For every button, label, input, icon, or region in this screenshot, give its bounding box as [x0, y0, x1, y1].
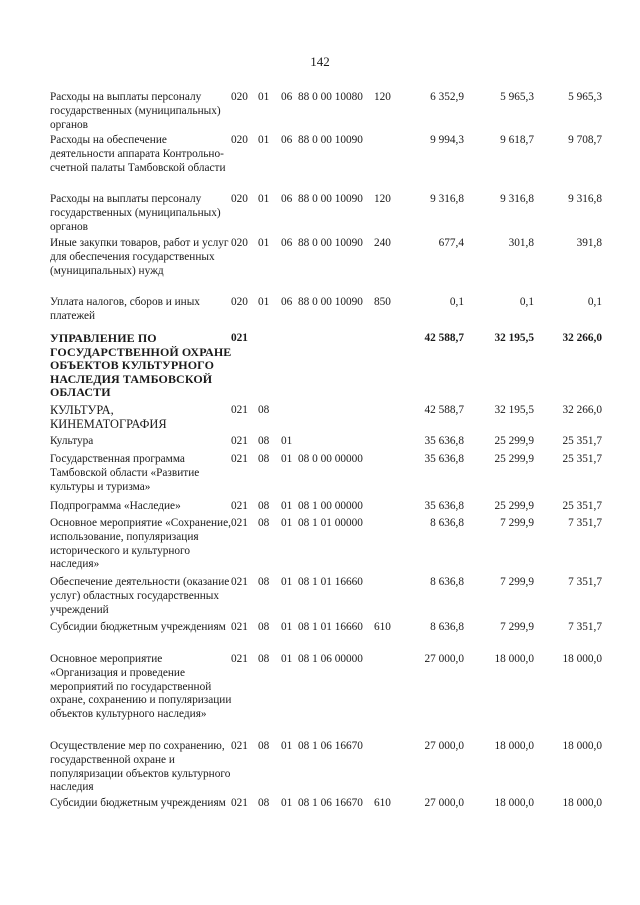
row-vr: 850 — [374, 296, 391, 308]
row-vr: 610 — [374, 797, 391, 809]
row-value-3: 391,8 — [576, 237, 602, 249]
row-section: 08 — [258, 500, 270, 512]
row-subsection: 06 — [281, 193, 293, 205]
row-section: 01 — [258, 237, 270, 249]
row-subsection: 01 — [281, 740, 293, 752]
row-name: УПРАВЛЕНИЕ ПО ГОСУДАРСТВЕННОЙ ОХРАНЕ ОБЪЕКТОВ КУЛЬТУРНОГО НАСЛЕДИЯ ТАМБОВСКОЙ ОБЛАСТИ — [50, 331, 232, 400]
row-value-1: 35 636,8 — [424, 453, 464, 465]
row-value-2: 25 299,9 — [494, 500, 534, 512]
row-name: Субсидии бюджетным учреждениям — [50, 621, 226, 633]
row-value-1: 9 316,8 — [430, 193, 464, 205]
row-subsection: 06 — [281, 237, 293, 249]
row-section: 08 — [258, 517, 270, 529]
row-csr: 08 1 06 16670 — [298, 797, 363, 809]
row-ved: 021 — [231, 576, 248, 588]
row-value-2: 7 299,9 — [500, 621, 534, 633]
row-ved: 020 — [231, 91, 248, 103]
row-value-3: 7 351,7 — [568, 576, 602, 588]
row-value-2: 301,8 — [508, 237, 534, 249]
row-ved: 021 — [231, 621, 248, 633]
row-section: 08 — [258, 404, 270, 416]
row-ved: 021 — [231, 500, 248, 512]
row-vr: 610 — [374, 621, 391, 633]
row-value-3: 0,1 — [587, 296, 602, 308]
row-value-3: 32 266,0 — [562, 332, 602, 344]
row-name: Расходы на выплаты персоналу государственных (муниципальных) органов — [50, 91, 221, 131]
row-section: 08 — [258, 740, 270, 752]
row-ved: 021 — [231, 332, 248, 344]
row-value-3: 25 351,7 — [562, 435, 602, 447]
row-value-3: 32 266,0 — [562, 404, 602, 416]
row-csr: 08 1 01 16660 — [298, 621, 363, 633]
row-value-2: 25 299,9 — [494, 453, 534, 465]
row-value-3: 9 708,7 — [568, 134, 602, 146]
row-name: Расходы на выплаты персоналу государственных (муниципальных) органов — [50, 193, 221, 233]
row-ved: 021 — [231, 435, 248, 447]
row-name: Субсидии бюджетным учреждениям — [50, 797, 226, 809]
row-subsection: 01 — [281, 435, 293, 447]
row-name: Основное мероприятие «Сохранение, использование, популяризация исторического и культурного наследия» — [50, 517, 231, 571]
row-value-1: 27 000,0 — [424, 740, 464, 752]
row-value-1: 35 636,8 — [424, 435, 464, 447]
row-ved: 021 — [231, 653, 248, 665]
row-section: 08 — [258, 576, 270, 588]
row-value-2: 7 299,9 — [500, 517, 534, 529]
row-value-2: 32 195,5 — [494, 404, 534, 416]
row-subsection: 06 — [281, 296, 293, 308]
row-ved: 020 — [231, 134, 248, 146]
row-csr: 08 1 01 00000 — [298, 517, 363, 529]
row-value-2: 32 195,5 — [494, 332, 534, 344]
row-value-2: 9 316,8 — [500, 193, 534, 205]
row-csr: 08 1 01 16660 — [298, 576, 363, 588]
row-csr: 08 1 06 00000 — [298, 653, 363, 665]
row-value-1: 8 636,8 — [430, 576, 464, 588]
row-subsection: 01 — [281, 517, 293, 529]
row-value-3: 18 000,0 — [562, 653, 602, 665]
row-csr: 88 0 00 10090 — [298, 193, 363, 205]
row-value-3: 25 351,7 — [562, 500, 602, 512]
row-ved: 021 — [231, 797, 248, 809]
row-vr: 240 — [374, 237, 391, 249]
row-ved: 021 — [231, 740, 248, 752]
row-name: Государственная программа Тамбовской области «Развитие культуры и туризма» — [50, 453, 200, 493]
row-value-1: 0,1 — [449, 296, 464, 308]
row-value-2: 18 000,0 — [494, 653, 534, 665]
row-value-1: 8 636,8 — [430, 517, 464, 529]
row-csr: 88 0 00 10090 — [298, 296, 363, 308]
row-subsection: 01 — [281, 797, 293, 809]
row-csr: 88 0 00 10080 — [298, 91, 363, 103]
row-section: 08 — [258, 453, 270, 465]
row-name: Подпрограмма «Наследие» — [50, 500, 181, 512]
row-name: Осуществление мер по сохранению, государственной охране и популяризации объектов культурного наследия — [50, 740, 231, 794]
row-name: Обеспечение деятельности (оказание услуг) областных государственных учреждений — [50, 576, 230, 616]
row-value-3: 5 965,3 — [568, 91, 602, 103]
row-name: Расходы на обеспечение деятельности аппарата Контрольно-счетной палаты Тамбовской области — [50, 134, 226, 174]
row-csr: 08 1 00 00000 — [298, 500, 363, 512]
row-vr: 120 — [374, 91, 391, 103]
row-value-3: 18 000,0 — [562, 740, 602, 752]
row-section: 01 — [258, 193, 270, 205]
row-subsection: 01 — [281, 500, 293, 512]
row-subsection: 01 — [281, 621, 293, 633]
row-subsection: 01 — [281, 576, 293, 588]
row-value-1: 42 588,7 — [424, 404, 464, 416]
row-csr: 08 1 06 16670 — [298, 740, 363, 752]
row-section: 01 — [258, 91, 270, 103]
row-subsection: 06 — [281, 91, 293, 103]
row-value-1: 27 000,0 — [424, 797, 464, 809]
row-ved: 020 — [231, 237, 248, 249]
row-name: Иные закупки товаров, работ и услуг для обеспечения государственных (муниципальных) нужд — [50, 237, 229, 277]
row-value-1: 9 994,3 — [430, 134, 464, 146]
row-value-2: 18 000,0 — [494, 797, 534, 809]
row-ved: 020 — [231, 193, 248, 205]
row-section: 08 — [258, 653, 270, 665]
row-value-2: 9 618,7 — [500, 134, 534, 146]
row-value-1: 8 636,8 — [430, 621, 464, 633]
row-value-1: 35 636,8 — [424, 500, 464, 512]
row-section: 01 — [258, 134, 270, 146]
row-value-2: 0,1 — [519, 296, 534, 308]
row-section: 01 — [258, 296, 270, 308]
row-section: 08 — [258, 797, 270, 809]
row-name: Культура — [50, 435, 94, 447]
row-value-2: 25 299,9 — [494, 435, 534, 447]
row-value-2: 18 000,0 — [494, 740, 534, 752]
row-ved: 021 — [231, 517, 248, 529]
row-value-1: 27 000,0 — [424, 653, 464, 665]
row-name: КУЛЬТУРА, КИНЕМАТОГРАФИЯ — [50, 403, 167, 431]
row-ved: 021 — [231, 404, 248, 416]
row-value-3: 9 316,8 — [568, 193, 602, 205]
row-section: 08 — [258, 621, 270, 633]
row-value-2: 7 299,9 — [500, 576, 534, 588]
row-value-2: 5 965,3 — [500, 91, 534, 103]
row-value-1: 6 352,9 — [430, 91, 464, 103]
page-number: 142 — [310, 54, 330, 69]
row-ved: 021 — [231, 453, 248, 465]
row-section: 08 — [258, 435, 270, 447]
row-value-3: 7 351,7 — [568, 621, 602, 633]
row-name: Уплата налогов, сборов и иных платежей — [50, 296, 200, 322]
row-value-1: 677,4 — [438, 237, 464, 249]
row-value-3: 25 351,7 — [562, 453, 602, 465]
row-subsection: 06 — [281, 134, 293, 146]
row-subsection: 01 — [281, 653, 293, 665]
row-value-1: 42 588,7 — [424, 332, 464, 344]
row-csr: 88 0 00 10090 — [298, 134, 363, 146]
row-csr: 88 0 00 10090 — [298, 237, 363, 249]
row-csr: 08 0 00 00000 — [298, 453, 363, 465]
row-value-3: 18 000,0 — [562, 797, 602, 809]
row-value-3: 7 351,7 — [568, 517, 602, 529]
row-subsection: 01 — [281, 453, 293, 465]
row-ved: 020 — [231, 296, 248, 308]
row-vr: 120 — [374, 193, 391, 205]
row-name: Основное мероприятие «Организация и проведение мероприятий по государственной охране, сохранению и популяризации объектов культурного наследия» — [50, 653, 232, 721]
